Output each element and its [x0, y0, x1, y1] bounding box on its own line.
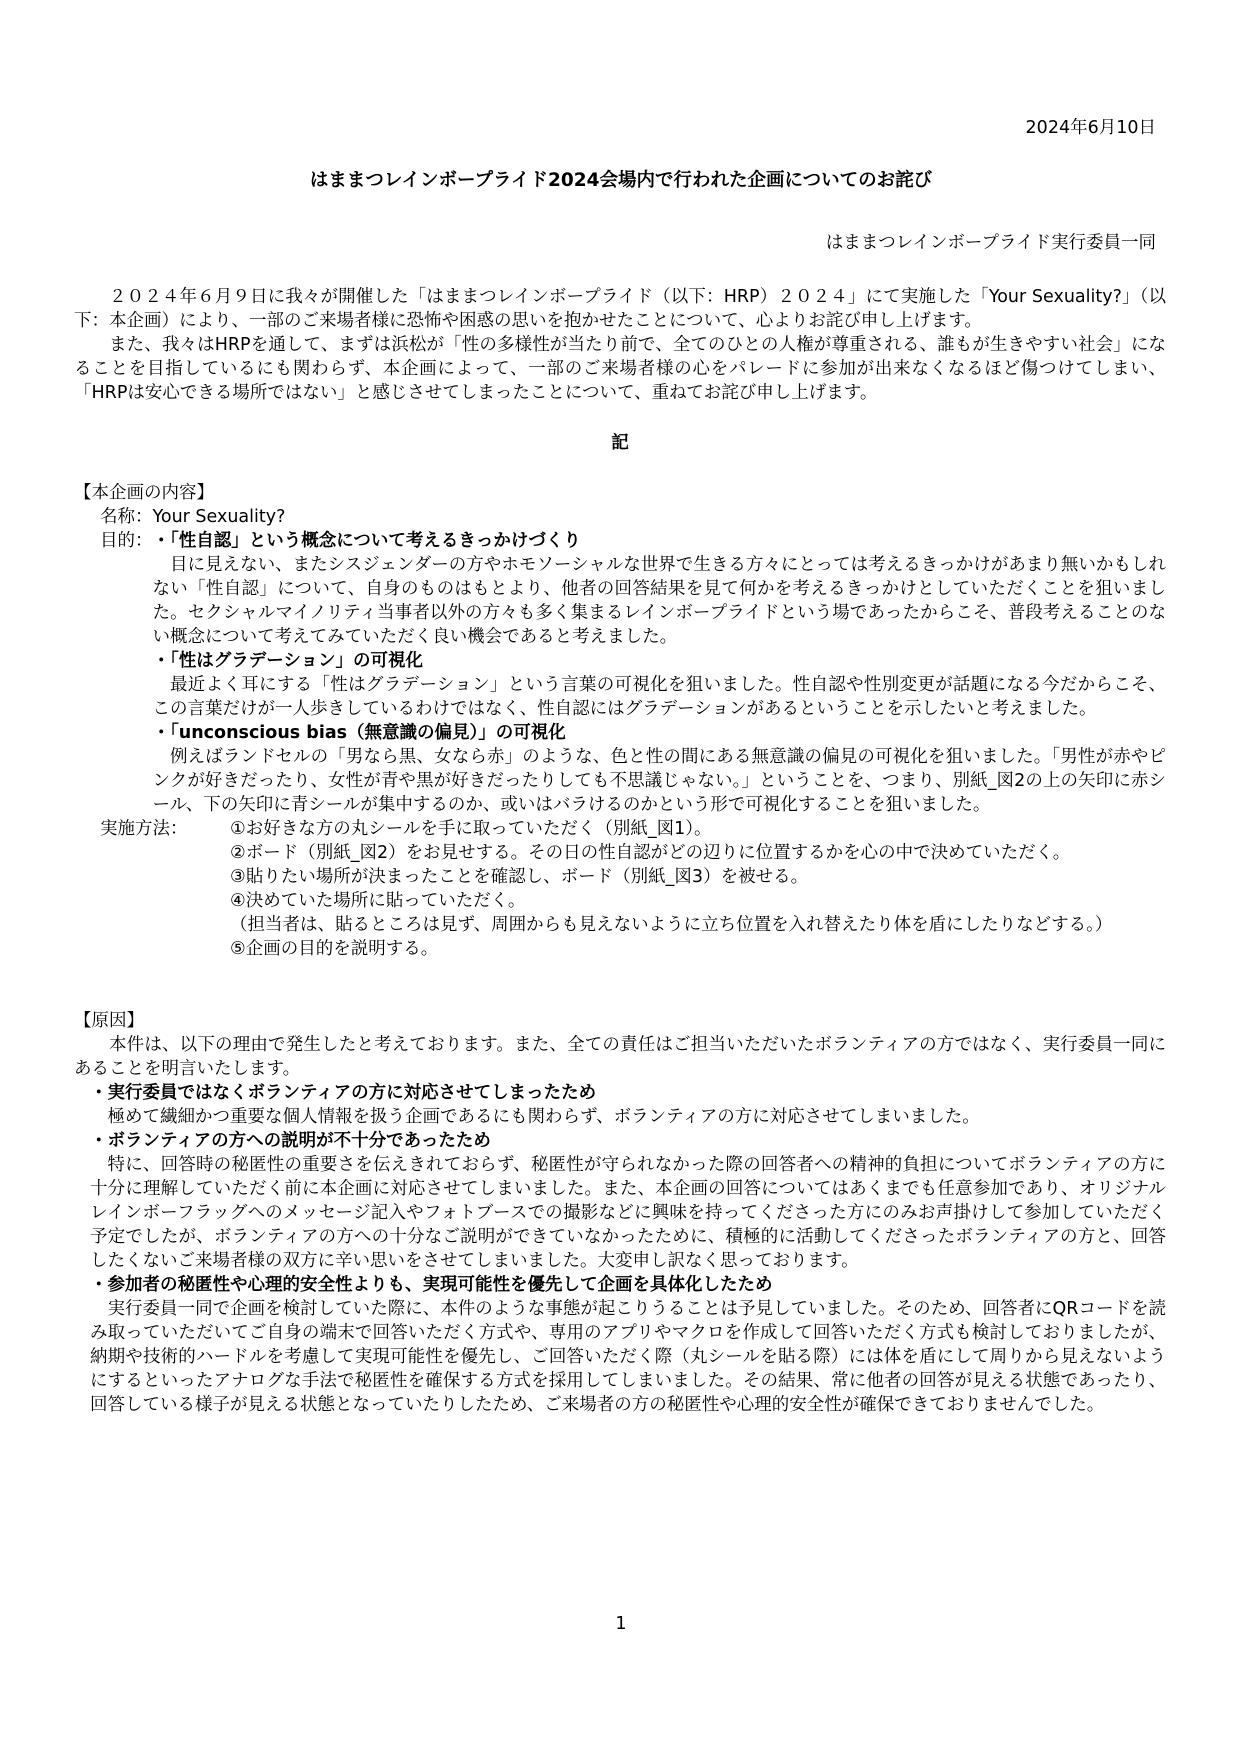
cause-title: ・実行委員ではなくボランティアの方に対応させてしまったため: [90, 1083, 597, 1103]
method-step: ⑤企画の目的を説明する。: [230, 939, 439, 959]
intro-paragraph-2: また、我々はHRPを通して、まずは浜松が「性の多様性が当たり前で、全てのひとの人権が尊重される、誰もが生きやすい社会」になることを目指しているにも関わらず、本企画によって、一部のご来場者様の心をパレードに参加が出来なくなるほど傷つけてしまい、「HRPは安心できる場所ではない」と感じさせてしまったことについて、重ねてお詫び申し上げます。: [74, 335, 1166, 403]
section-cause-heading: 【原因】: [74, 1011, 144, 1031]
document-body: [74, 285, 1166, 1417]
cause-title: ・参加者の秘匿性や心理的安全性よりも、実現可能性を優先して企画を具体化したため: [90, 1275, 773, 1295]
document-title: はままつレインボープライド2024会場内で行われた企画についてのお詫び: [309, 170, 933, 191]
cause-intro: 本件は、以下の理由で発生したと考えております。また、全ての責任はご担当いただいたボランティアの方ではなく、実行委員一同にあることを明言いたします。: [74, 1035, 1166, 1079]
method-steps: [230, 817, 1166, 961]
intro-paragraph-1: ２０２４年６月９日に我々が開催した「はままつレインボープライド（以下：HRP）２０２４」にて実施した「Your Sexuality?」（以下：本企画）により、一部のご来場者様に恐怖や困惑の思いを抱かせたことについて、心よりお詫び申し上げます。: [74, 287, 1166, 331]
method-step: ④決めていた場所に貼っていただく。: [230, 891, 526, 911]
purpose-title: ・「unconscious bias（無意識の偏見）」の可視化: [152, 723, 566, 743]
name-value: Your Sexuality?: [152, 507, 286, 527]
method-step: ②ボード（別紙_図2）をお見せする。その日の性自認がどの辺りに位置するかを心の中で決めていただく。: [230, 843, 1071, 863]
name-row: [74, 505, 1166, 529]
method-row: [74, 817, 1166, 961]
cause-title: ・ボランティアの方への説明が不十分であったため: [90, 1131, 491, 1151]
purpose-list: [153, 529, 1167, 817]
purpose-desc: 目に見えない、またシスジェンダーの方やホモソーシャルな世界で生きる方々にとっては考えるきっかけがあまり無いかもしれない「性自認」について、自身のものはもとより、他者の回答結果を見て何かを考えるきっかけとしていただくことを狙いました。セクシャルマイノリティ当事者以外の方々も多く集まるレインボープライドという場であったからこそ、普段考えることのない概念について考えてみていただく良い機会であると考えました。: [152, 555, 1166, 647]
cause-desc: 実行委員一同で企画を検討していた際に、本件のような事態が起こりうることは予見していました。そのため、回答者にQRコードを読み取っていただいてご自身の端末で回答いただく方式や、専用のアプリやマクロを作成して回答いただく方式も検討しておりましたが、納期や技術的ハードルを考慮して実現可能性を優先し、ご回答いただく際（丸シールを貼る際）には体を盾にして周りから見えないようにするといったアナログな手法で秘匿性を確保する方式を採用してしまいました。その結果、常に他者の回答が見える状態であったり、回答している様子が見える状態となっていたりしたため、ご来場者の方の秘匿性や心理的安全性が確保できておりませんでした。: [90, 1299, 1166, 1415]
purpose-desc: 例えばランドセルの「男なら黒、女なら赤」のような、色と性の間にある無意識の偏見の可視化を狙いました。「男性が赤やピンクが好きだったり、女性が青や黒が好きだったりしても不思議じゃない。」ということを、つまり、別紙_図2の上の矢印に赤シール、下の矢印に青シールが集中するのか、或いはバラけるのかという形で可視化することを狙いました。: [152, 747, 1166, 815]
method-label: 実施方法：: [100, 819, 188, 839]
section-content: [74, 481, 1166, 961]
method-step: ①お好きな方の丸シールを手に取っていただく（別紙_図1）。: [230, 819, 712, 839]
method-step-note: （担当者は、貼るところは見ず、周囲からも見えないように立ち位置を入れ替えたり体を盾にしたりなどする。）: [230, 915, 1113, 935]
ki-heading: 記: [611, 433, 629, 453]
purpose-row: [74, 529, 1166, 817]
purpose-label: 目的：: [100, 531, 153, 551]
issuing-organization: はままつレインボープライド実行委員一同: [825, 233, 1156, 253]
purpose-desc: 最近よく耳にする「性はグラデーション」という言葉の可視化を狙いました。性自認や性別変更が話題になる今だからこそ、この言葉だけが一人歩きしているわけではなく、性自認にはグラデーションがあるということを示したいと考えました。: [152, 675, 1166, 719]
cause-desc: 極めて繊細かつ重要な個人情報を扱う企画であるにも関わらず、ボランティアの方に対応させてしまいました。: [107, 1107, 980, 1127]
page-number: 1: [615, 1614, 627, 1634]
document-date: 2024年6月10日: [1025, 118, 1156, 138]
method-step: ③貼りたい場所が決まったことを確認し、ボード（別紙_図3）を被せる。: [230, 867, 809, 887]
purpose-title: ・「性はグラデーション」の可視化: [152, 651, 424, 671]
section-content-heading: 【本企画の内容】: [74, 483, 214, 503]
cause-desc: 特に、回答時の秘匿性の重要さを伝えきれておらず、秘匿性が守られなかった際の回答者への精神的負担についてボランティアの方に十分に理解していただく前に本企画に対応させてしまいました。また、本企画の回答についてはあくまでも任意参加であり、オリジナルレインボーフラッグへのメッセージ記入やフォトブースでの撮影などに興味を持ってくださった方にのみお声掛けして参加していただく予定でしたが、ボランティアの方への十分なご説明ができていなかったために、積極的に活動してくださったボランティアの方と、回答したくないご来場者様の双方に辛い思いをさせてしまいました。大変申し訳なく思っております。: [90, 1155, 1166, 1271]
section-spacer: [74, 961, 1166, 1009]
name-label: 名称：: [100, 507, 153, 527]
purpose-title: ・「性自認」という概念について考えるきっかけづくり: [152, 531, 581, 551]
section-cause: [74, 1009, 1166, 1417]
